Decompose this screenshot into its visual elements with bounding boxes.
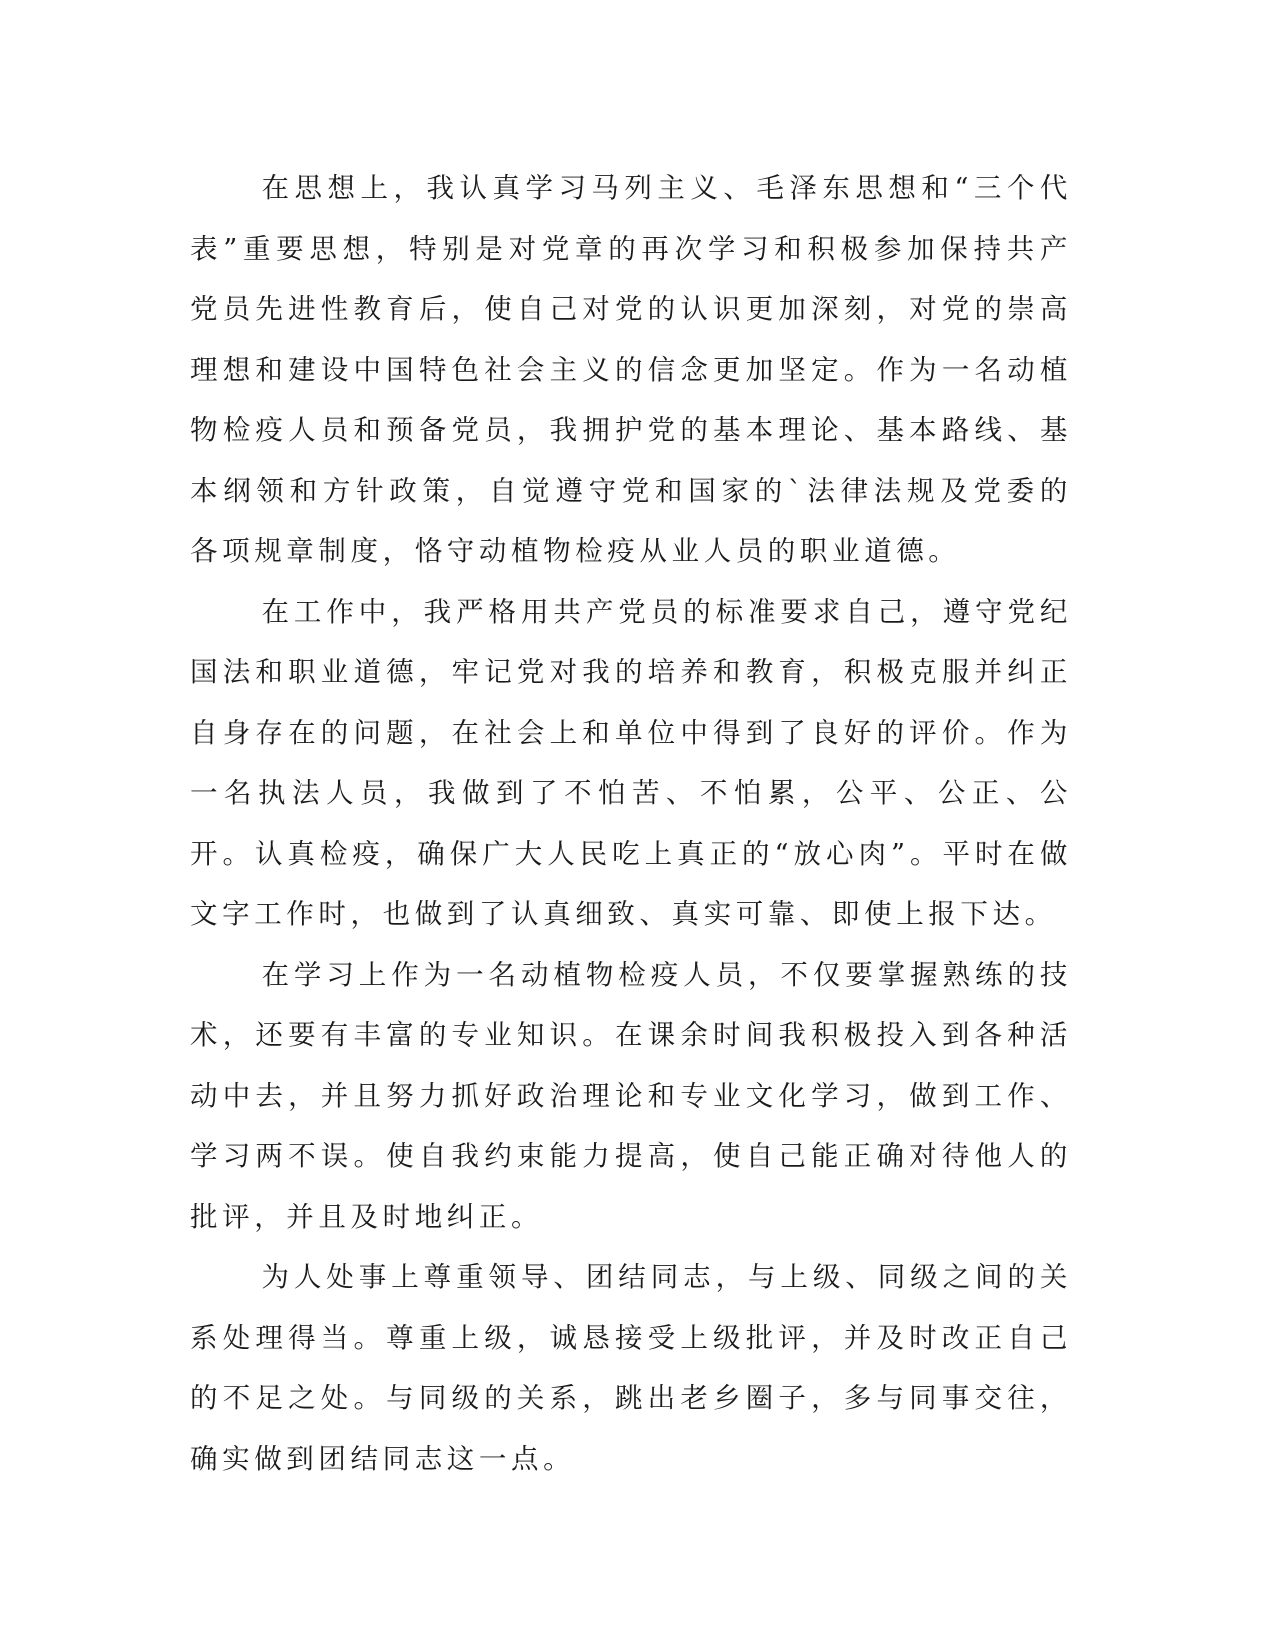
paragraph-work: 在工作中，我严格用共产党员的标准要求自己，遵守党纪国法和职业道德，牢记党对我的培养和教育，积极克服并纠正自身存在的问题，在社会上和单位中得到了良好的评价。作为一名执法人员，我做到了不怕苦、不怕累，公平、公正、公开。认真检疫，确保广大人民吃上真正的“放心肉”。平时在做文字工作时，也做到了认真细致、真实可靠、即使上报下达。 — [190, 595, 1072, 930]
paragraph-ideology: 在思想上，我认真学习马列主义、毛泽东思想和“三个代表”重要思想，特别是对党章的再次学习和积极参加保持共产党员先进性教育后，使自己对党的认识更加深刻，对党的崇高理想和建设中国特色社会主义的信念更加坚定。作为一名动植物检疫人员和预备党员，我拥护党的基本理论、基本路线、基本纲领和方针政策，自觉遵守党和国家的`法律法规及党委的各项规章制度，恪守动植物检疫从业人员的职业道德。 — [190, 172, 1072, 567]
document-body — [190, 158, 1072, 1489]
paragraph-study: 在学习上作为一名动植物检疫人员，不仅要掌握熟练的技术，还要有丰富的专业知识。在课余时间我积极投入到各种活动中去，并且努力抓好政治理论和专业文化学习，做到工作、学习两不误。使自我约束能力提高，使自己能正确对待他人的批评，并且及时地纠正。 — [190, 958, 1072, 1233]
paragraph-conduct: 为人处事上尊重领导、团结同志，与上级、同级之间的关系处理得当。尊重上级，诚恳接受上级批评，并及时改正自己的不足之处。与同级的关系，跳出老乡圈子，多与同事交往，确实做到团结同志这一点。 — [190, 1261, 1072, 1475]
